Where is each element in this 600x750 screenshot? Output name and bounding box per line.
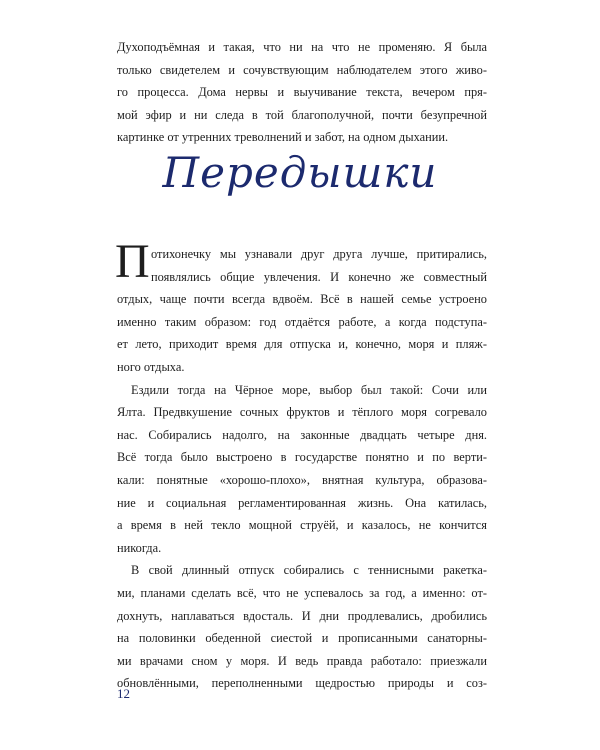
text-line: нас. Собирались надолго, на законные двадцать четыре дня. [117, 427, 487, 442]
text-line: кали: понятные «хорошо-плохо», внятная культура, образова- [117, 472, 487, 487]
text-line: В свой длинный отпуск собирались с теннисными ракетка- [131, 563, 487, 578]
text-line: мой эфир и ни следа в той благополучной, почти безупречной [117, 107, 487, 122]
text-line: именно таким образом: год отдаётся работе, а когда подступа- [117, 314, 487, 329]
text-line: только свидетелем и сочувствующим наблюдателем этого живо- [117, 62, 487, 77]
text-line: ние и социальная регламентированная жизнь. Она катилась, [117, 495, 487, 510]
text-line: ми, планами сделать всё, что не успевалось за год, а именно: от- [117, 585, 487, 600]
text-line: отдых, чаще почти всегда вдвоём. Всё в нашей семье устроено [117, 292, 487, 307]
text-line: ет лето, приходит время для отпуска и, конечно, моря и пляж- [117, 337, 487, 352]
text-line: Всё тогда было выстроено в государстве понятно и по верти- [117, 450, 487, 465]
section-title: Передышки [162, 148, 438, 197]
text-line: отихонечку мы узнавали друг друга лучше, притирались, [151, 247, 487, 261]
main-text [117, 243, 487, 695]
text-line: Духоподъёмная и такая, что ни на что не променяю. Я была [117, 40, 487, 54]
text-line: Ялта. Предвкушение сочных фруктов и тёплого моря согревало [117, 405, 487, 420]
text-line: дохнуть, наплаваться вдосталь. И дни продлевались, дробились [117, 608, 487, 623]
text-line: ми врачами сном у моря. И ведь правда работало: приезжали [117, 653, 487, 668]
page-number: 12 [117, 686, 130, 701]
text-line: на половинки обеденной сиестой и прописанными санаторны- [117, 631, 487, 646]
text-line: Ездили тогда на Чёрное море, выбор был такой: Сочи или [131, 382, 487, 397]
text-line: никогда. [117, 540, 162, 555]
text-line: картинке от утренних треволнений и забот, на одном дыхании. [117, 130, 449, 145]
top-paragraph [117, 36, 487, 149]
text-line: ного отдыха. [117, 359, 185, 374]
drop-cap: П [115, 235, 150, 288]
text-line: появлялись общие увлечения. И конечно же совместный [151, 269, 487, 284]
text-line: обновлёнными, переполненными щедростью природы и соз- [117, 676, 487, 691]
text-line: а время в ней текло мощной струёй, и казалось, не кончится [117, 518, 487, 533]
text-line: го процесса. Дома нервы и выучивание текста, вечером пря- [117, 85, 487, 100]
